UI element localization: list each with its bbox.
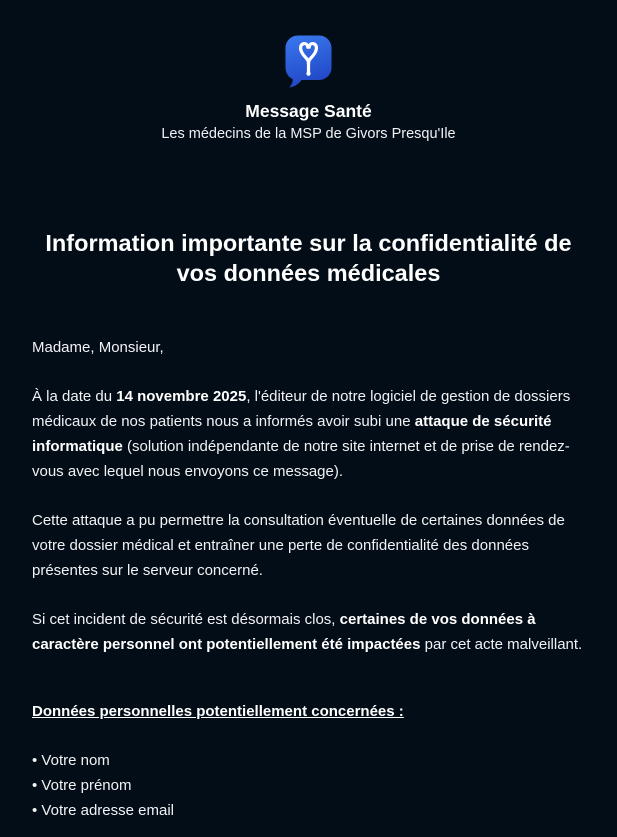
bold-attack: attaque de sécurité informatique bbox=[32, 413, 552, 455]
paragraph-attack-announcement bbox=[32, 384, 585, 484]
paragraph-consequences: Cette attaque a pu permettre la consultation éventuelle de certaines données de votre dossier médical et entraîner une perte de confidentialité des données présentes sur le serveur concerné. bbox=[32, 512, 565, 579]
email-title-line1: Information importante sur la confidentialité de bbox=[45, 230, 572, 256]
stethoscope-tip bbox=[306, 72, 310, 76]
bold-date: 14 novembre 2025 bbox=[116, 388, 247, 405]
bullet-item-name: • Votre nom bbox=[32, 752, 110, 769]
email-header bbox=[32, 34, 585, 143]
email-title bbox=[32, 229, 585, 288]
text-segment: par cet acte malveillant. bbox=[420, 636, 583, 653]
section-heading-personal-data: Données personnelles potentiellement concernées : bbox=[32, 703, 404, 720]
text-segment: À la date du bbox=[32, 388, 117, 405]
paragraph-incident-status bbox=[32, 607, 585, 657]
app-subtitle: Les médecins de la MSP de Givors Presqu'Ile bbox=[161, 126, 456, 142]
app-name: Message Santé bbox=[245, 101, 372, 121]
salutation: Madame, Monsieur, bbox=[32, 339, 164, 356]
email-title-line2: vos données médicales bbox=[176, 259, 441, 286]
bullet-item-email: • Votre adresse email bbox=[32, 802, 174, 819]
bold-impacted-data: certaines de vos données à caractère personnel ont potentiellement été impactées bbox=[32, 611, 536, 653]
text-segment: , l'éditeur de notre logiciel de gestion de dossiers médicaux de nos patients nous a informés avoir subi une bbox=[32, 388, 571, 430]
bullet-list bbox=[32, 748, 585, 823]
app-logo bbox=[32, 34, 585, 91]
text-segment: (solution indépendante de notre site internet et de prise de rendez-vous avec lequel nous envoyons ce message). bbox=[32, 438, 570, 480]
stethoscope-chat-icon bbox=[284, 34, 333, 91]
text-segment: Si cet incident de sécurité est désormais clos, bbox=[32, 611, 340, 628]
bullet-item-firstname: • Votre prénom bbox=[32, 777, 132, 794]
